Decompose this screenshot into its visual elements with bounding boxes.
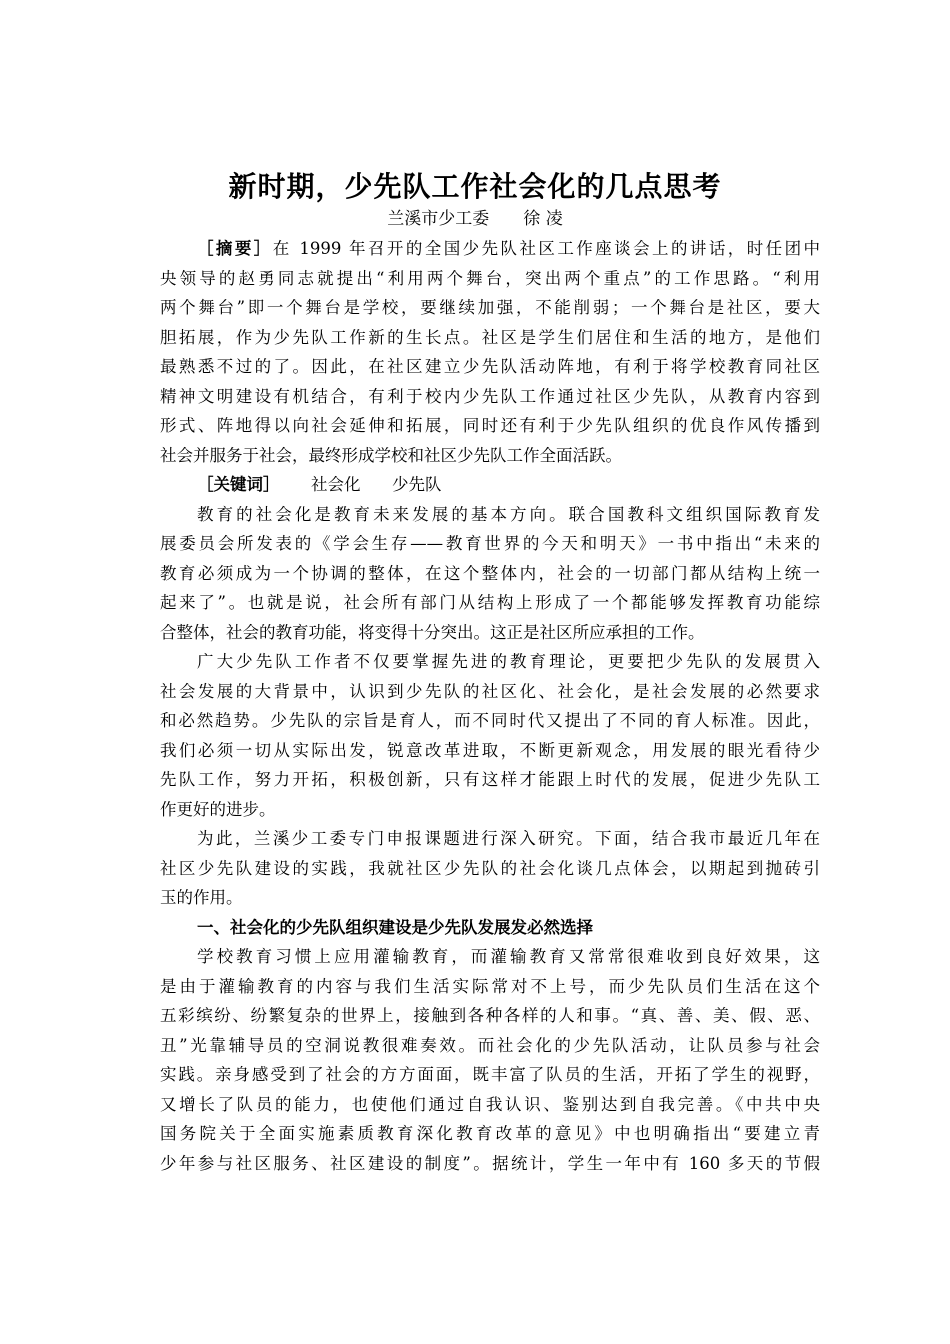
paragraph-line: 合整体，社会的教育功能，将变得十分突出。这正是社区所应承担的工作。 [160, 622, 705, 642]
abstract-line: 胆拓展，作为少先队工作新的生长点。社区是学生们居住和生活的地方，是他们 [160, 327, 820, 347]
abstract-line: 形式、阵地得以向社会延伸和拓展，同时还有利于少先队组织的优良作风传播到 [160, 416, 820, 435]
paragraph-line: 教育的社会化是教育未来发展的基本方向。联合国教科文组织国际教育发 [197, 504, 820, 524]
section-heading: 一、社会化的少先队组织建设是少先队发展发必然选择 [197, 917, 593, 937]
document-title: 新时期，少先队工作社会化的几点思考 [228, 170, 722, 203]
keywords-label: ［关键词］ [197, 475, 280, 494]
section-line: 又增长了队员的能力，也使他们通过自我认识、鉴别达到自我完善。《中共中央 [160, 1094, 820, 1114]
paragraph-line: 教育必须成为一个协调的整体，在这个整体内，社会的一切部门都从结构上统一 [160, 563, 820, 583]
section-line: 国务院关于全面实施素质教育深化教育改革的意见》中也明确指出“要建立青 [160, 1124, 820, 1143]
abstract-label: ［摘要］ [197, 239, 273, 258]
abstract-line: 最熟悉不过的了。因此，在社区建立少先队活动阵地，有利于将学校教育同社区 [160, 357, 820, 376]
abstract-line: 两个舞台”即一个舞台是学校，要继续加强，不能削弱；一个舞台是社区，要大 [160, 298, 820, 317]
paragraph-line: 我们必须一切从实际出发，锐意改革进取，不断更新观念，用发展的眼光看待少 [160, 740, 820, 760]
section-line: 丑”光靠辅导员的空洞说教很难奏效。而社会化的少先队活动，让队员参与社会 [160, 1035, 820, 1055]
paragraph-line: 为此，兰溪少工委专门申报课题进行深入研究。下面，结合我市最近几年在 [197, 829, 820, 848]
paragraph-line: 和必然趋势。少先队的宗旨是育人，而不同时代又提出了不同的育人标准。因此， [160, 711, 820, 730]
keywords-line [160, 470, 820, 500]
paragraph-line: 起来了”。也就是说，社会所有部门从结构上形成了一个都能够发挥教育功能综 [160, 593, 820, 612]
abstract-line: 在 1999 年召开的全国少先队社区工作座谈会上的讲话，时任团中 [272, 239, 820, 258]
keyword: 少先队 [391, 475, 442, 494]
abstract-first-line [160, 234, 820, 264]
section-line: 五彩缤纷、纷繁复杂的世界上，接触到各种各样的人和事。“真、善、美、假、恶、 [160, 1006, 820, 1025]
keyword: 社会化 [310, 475, 361, 494]
paragraph-line: 作更好的进步。 [160, 799, 276, 819]
section-line: 少年参与社区服务、社区建设的制度”。据统计，学生一年中有 160 多天的节假 [160, 1153, 820, 1173]
document-body [160, 234, 820, 1178]
abstract-line: 央领导的赵勇同志就提出“利用两个舞台，突出两个重点”的工作思路。“利用 [160, 268, 820, 288]
paragraph-line: 先队工作，努力开拓，积极创新，只有这样才能跟上时代的发展，促进少先队工 [160, 770, 820, 789]
section-line: 是由于灌输教育的内容与我们生活实际常对不上号，而少先队员们生活在这个 [160, 976, 820, 996]
paragraph-line: 社会发展的大背景中，认识到少先队的社区化、社会化，是社会发展的必然要求 [160, 681, 820, 701]
section-line: 实践。亲身感受到了社会的方方面面，既丰富了队员的生活，开拓了学生的视野， [160, 1065, 820, 1084]
author-byline: 兰溪市少工委 徐 凌 [387, 209, 563, 229]
paragraph-line: 广大少先队工作者不仅要掌握先进的教育理论，更要把少先队的发展贯入 [197, 652, 820, 671]
abstract-line: 精神文明建设有机结合，有利于校内少先队工作通过社区少先队，从教育内容到 [160, 386, 820, 406]
section-line: 学校教育习惯上应用灌输教育，而灌输教育又常常很难收到良好效果，这 [197, 947, 820, 966]
paragraph-line: 展委员会所发表的《学会生存——教育世界的今天和明天》一书中指出“未来的 [160, 534, 820, 553]
abstract-line: 社会并服务于社会，最终形成学校和社区少先队工作全面活跃。 [160, 445, 622, 465]
paragraph-line: 玉的作用。 [160, 888, 243, 907]
paragraph-line: 社区少先队建设的实践，我就社区少先队的社会化谈几点体会，以期起到抛砖引 [160, 858, 820, 878]
